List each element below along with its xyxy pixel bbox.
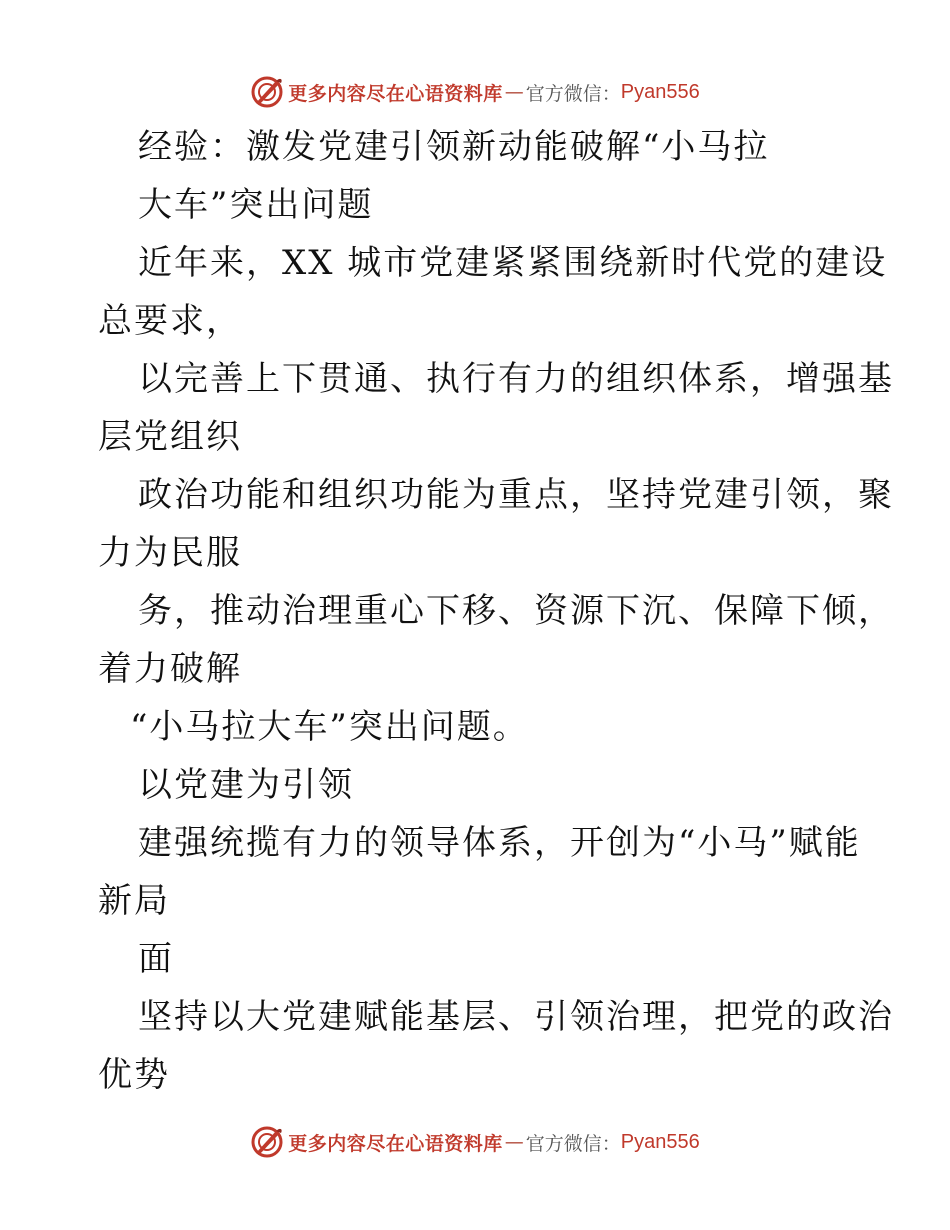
paragraph-line: 坚持以大党建赋能基层、引领治理，把党的政治 bbox=[138, 997, 894, 1037]
quill-logo-icon bbox=[250, 75, 284, 109]
section-heading: 以党建为引领 bbox=[138, 765, 354, 805]
document-body bbox=[98, 118, 894, 1104]
paragraph-line: 政治功能和组织功能为重点，坚持党建引领，聚 bbox=[138, 475, 894, 515]
paragraph-line: 层党组织 bbox=[98, 417, 242, 457]
paragraph-line: 力为民服 bbox=[98, 533, 242, 573]
paragraph-line: 总要求， bbox=[98, 301, 242, 341]
paragraph-line: “小马拉大车”突出问题。 bbox=[130, 707, 529, 747]
page-header bbox=[0, 72, 950, 112]
paragraph-line: 优势 bbox=[98, 1055, 170, 1095]
page-footer bbox=[0, 1122, 950, 1162]
document-title-line-2: 大车”突出问题 bbox=[138, 185, 374, 225]
paragraph-line: 面 bbox=[138, 939, 174, 979]
paragraph-line: 着力破解 bbox=[98, 649, 242, 689]
footer-wechat-label: 官方微信： bbox=[525, 1132, 621, 1155]
footer-dash: — bbox=[504, 1131, 524, 1153]
header-wechat-id: Pyan556 bbox=[620, 80, 700, 103]
footer-wechat-id: Pyan556 bbox=[620, 1130, 700, 1153]
document-title-line-1: 经验：激发党建引领新动能破解“小马拉 bbox=[138, 127, 770, 167]
paragraph-line: 务，推动治理重心下移、资源下沉、保障下倾， bbox=[138, 591, 894, 631]
paragraph-line: 新局 bbox=[98, 881, 170, 921]
footer-brand: 更多内容尽在心语资料库 bbox=[288, 1132, 503, 1155]
paragraph-line: 近年来，XX 城市党建紧紧围绕新时代党的建设 bbox=[138, 243, 888, 283]
header-dash: — bbox=[504, 81, 524, 103]
header-brand: 更多内容尽在心语资料库 bbox=[288, 82, 503, 105]
paragraph-line: 建强统揽有力的领导体系，开创为“小马”赋能 bbox=[138, 823, 861, 863]
paragraph-line: 以完善上下贯通、执行有力的组织体系，增强基 bbox=[138, 359, 894, 399]
quill-logo-icon bbox=[250, 1125, 284, 1159]
header-wechat-label: 官方微信： bbox=[525, 82, 621, 105]
